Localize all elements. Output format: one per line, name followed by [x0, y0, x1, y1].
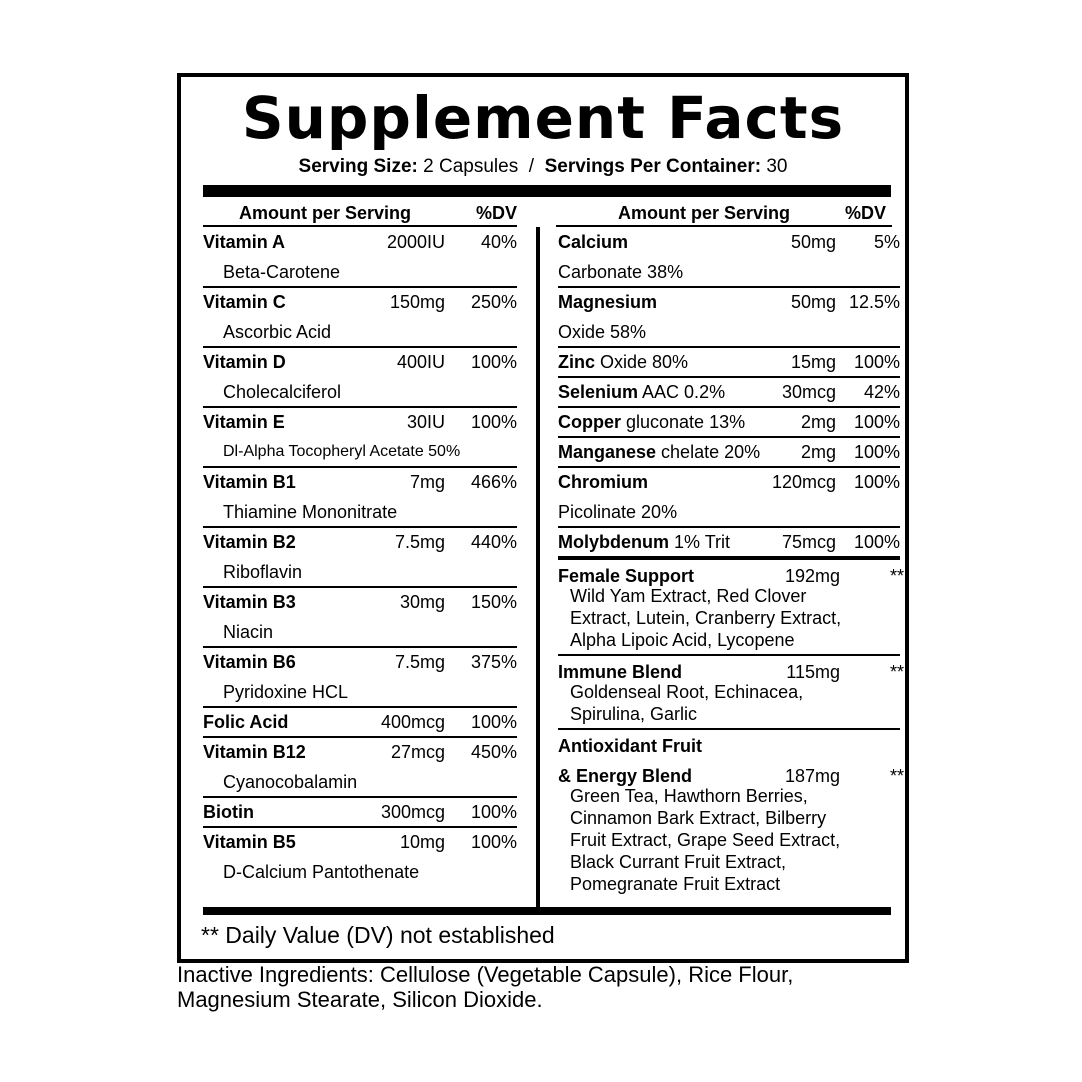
nutrient-row	[203, 737, 517, 767]
nutrient-dv: 375%	[470, 652, 517, 672]
nutrient-amount: 300mcg	[380, 802, 445, 822]
mineral-amount: 2mg	[800, 412, 836, 432]
nutrient-row	[203, 347, 517, 377]
nutrient-amount: 150mg	[389, 292, 445, 312]
mineral-name	[558, 347, 688, 377]
nutrient-row	[203, 227, 517, 257]
dv-header: %DV	[475, 203, 517, 223]
bottom-rule	[203, 907, 891, 915]
nutrient-row	[203, 527, 517, 557]
nutrient-row	[203, 407, 517, 437]
row-separator	[558, 728, 900, 730]
mineral-source-text: Carbonate 38%	[558, 262, 684, 282]
blend-name: Female Support	[558, 566, 695, 586]
nutrient-dv: 150%	[470, 592, 517, 612]
nutrient-source-text: Thiamine Mononitrate	[223, 502, 398, 522]
nutrient-source-text: D-Calcium Pantothenate	[223, 862, 420, 882]
mineral-dv: 100%	[853, 532, 900, 552]
mineral-row	[558, 347, 900, 377]
mineral-source	[558, 317, 646, 347]
mineral-name	[558, 527, 730, 557]
nutrient-amount: 7.5mg	[394, 652, 445, 672]
row-separator	[558, 654, 900, 656]
mineral-name-text: Copper	[558, 412, 621, 432]
nutrient-source-text: Riboflavin	[223, 562, 303, 582]
serving-info	[181, 155, 905, 179]
supplement-facts-panel	[177, 73, 909, 963]
blend-ingredient-line: Pomegranate Fruit Extract	[570, 874, 781, 894]
blend-ingredient-line: Green Tea, Hawthorn Berries,	[570, 786, 808, 806]
blend-ingredient-line: Cinnamon Bark Extract, Bilberry	[570, 808, 827, 828]
blend-amount: 192mg	[784, 566, 840, 586]
blend-ingredient-line: Spirulina, Garlic	[570, 704, 698, 724]
mineral-dv: 100%	[853, 472, 900, 492]
mineral-form: gluconate 13%	[621, 412, 746, 432]
nutrient-name: Folic Acid	[203, 712, 289, 732]
mineral-name-text: Magnesium	[558, 292, 658, 312]
nutrient-name: Vitamin C	[203, 292, 286, 312]
mineral-amount: 50mg	[790, 232, 836, 252]
mineral-amount: 75mcg	[781, 532, 836, 552]
mineral-row	[558, 527, 900, 557]
amount-header: Amount per Serving	[618, 203, 791, 223]
mineral-source-text: Picolinate 20%	[558, 502, 678, 522]
blend-ingredients	[570, 785, 840, 895]
row-separator	[558, 556, 900, 560]
blend-ingredients	[570, 681, 803, 725]
nutrient-source-text: Dl-Alpha Tocopheryl Acetate 50%	[223, 443, 461, 460]
blend-ingredient-line: Goldenseal Root, Echinacea,	[570, 682, 804, 702]
nutrient-amount: 10mg	[399, 832, 445, 852]
left-header	[203, 201, 517, 227]
blend-ingredient-line: Alpha Lipoic Acid, Lycopene	[570, 630, 795, 650]
nutrient-row	[203, 587, 517, 617]
nutrient-dv: 100%	[470, 412, 517, 432]
nutrient-row	[203, 467, 517, 497]
mineral-name	[558, 467, 648, 497]
nutrient-row	[203, 797, 517, 827]
mineral-form: Oxide 80%	[595, 352, 689, 372]
blend-ingredients	[570, 585, 841, 651]
mineral-name	[558, 377, 725, 407]
nutrient-amount: 7.5mg	[394, 532, 445, 552]
mineral-name	[558, 227, 628, 257]
mineral-dv: 42%	[863, 382, 900, 402]
nutrient-row	[203, 647, 517, 677]
inactive-line: Magnesium Stearate, Silicon Dioxide.	[177, 987, 543, 1012]
nutrient-name: Vitamin B1	[203, 472, 296, 492]
nutrient-dv: 100%	[470, 802, 517, 822]
nutrient-amount: 2000IU	[386, 232, 445, 252]
blend-name: Antioxidant Fruit	[558, 736, 702, 756]
mineral-dv: 100%	[853, 412, 900, 432]
mineral-row	[558, 287, 900, 317]
mineral-form: AAC 0.2%	[638, 382, 726, 402]
mineral-form: 1% Trit	[669, 532, 731, 552]
nutrient-amount: 30mg	[399, 592, 445, 612]
nutrient-source-text: Cholecalciferol	[223, 382, 342, 402]
nutrient-dv: 450%	[470, 742, 517, 762]
mineral-amount: 15mg	[790, 352, 836, 372]
mineral-source-text: Oxide 58%	[558, 322, 647, 342]
mineral-source	[558, 257, 683, 287]
blend-dv: **	[889, 766, 904, 786]
servings-per-container-value: 30	[761, 156, 788, 177]
panel-title: Supplement Facts	[241, 84, 845, 152]
mineral-amount: 30mcg	[781, 382, 836, 402]
mineral-row	[558, 437, 900, 467]
nutrient-source-text: Cyanocobalamin	[223, 772, 358, 792]
nutrient-dv: 40%	[480, 232, 517, 252]
mineral-name-text: Selenium	[558, 382, 639, 402]
mineral-name-text: Molybdenum	[558, 532, 669, 552]
nutrient-row	[203, 287, 517, 317]
nutrient-amount: 30IU	[406, 412, 445, 432]
inactive-ingredients	[177, 962, 917, 1012]
blend-ingredient-line: Extract, Lutein, Cranberry Extract,	[570, 608, 842, 628]
nutrient-name: Vitamin B12	[203, 742, 306, 762]
mineral-name-text: Chromium	[558, 472, 648, 492]
blend-name: Immune Blend	[558, 662, 683, 682]
nutrient-source-text: Niacin	[223, 622, 274, 642]
blend-dv: **	[889, 662, 904, 682]
blend-ingredient-line: Fruit Extract, Grape Seed Extract,	[570, 830, 841, 850]
mineral-row	[558, 407, 900, 437]
nutrient-name: Vitamin B5	[203, 832, 296, 852]
serving-size-value: 2 Capsules /	[417, 156, 545, 177]
mineral-amount: 2mg	[800, 442, 836, 462]
mineral-row	[558, 377, 900, 407]
nutrient-dv: 250%	[470, 292, 517, 312]
nutrient-row	[203, 707, 517, 737]
mineral-name-text: Calcium	[558, 232, 629, 252]
serving-size-label: Serving Size:	[298, 156, 418, 177]
blend-dv: **	[889, 566, 904, 586]
mineral-name	[558, 407, 745, 437]
mineral-name	[558, 437, 760, 467]
servings-per-container-label: Servings Per Container:	[544, 156, 762, 177]
nutrient-row	[203, 827, 517, 857]
nutrient-name: Biotin	[203, 802, 254, 822]
right-header	[556, 201, 892, 227]
blend-name: & Energy Blend	[558, 766, 693, 786]
mineral-name-text: Manganese	[558, 442, 657, 462]
nutrient-dv: 100%	[470, 352, 517, 372]
nutrient-dv: 100%	[470, 712, 517, 732]
nutrient-name: Vitamin A	[203, 232, 286, 252]
mineral-amount: 120mcg	[771, 472, 836, 492]
nutrient-dv: 466%	[470, 472, 517, 492]
nutrient-name: Vitamin B2	[203, 532, 296, 552]
nutrient-dv: 100%	[470, 832, 517, 852]
top-rule	[203, 185, 891, 197]
mineral-dv: 5%	[873, 232, 900, 252]
mineral-row	[558, 227, 900, 257]
blend-ingredient-line: Wild Yam Extract, Red Clover	[570, 586, 807, 606]
mineral-name	[558, 287, 657, 317]
nutrient-amount: 400mcg	[380, 712, 445, 732]
blend-ingredient-line: Black Currant Fruit Extract,	[570, 852, 787, 872]
nutrient-amount: 7mg	[409, 472, 445, 492]
nutrient-amount: 400IU	[396, 352, 445, 372]
mineral-name-text: Zinc	[558, 352, 596, 372]
mineral-dv: 100%	[853, 442, 900, 462]
nutrient-source-text: Ascorbic Acid	[223, 322, 332, 342]
nutrient-name: Vitamin E	[203, 412, 285, 432]
mineral-dv: 100%	[853, 352, 900, 372]
nutrient-name: Vitamin B6	[203, 652, 296, 672]
footnote: ** Daily Value (DV) not established	[201, 922, 555, 948]
column-divider	[536, 227, 540, 909]
mineral-dv: 12.5%	[848, 292, 900, 312]
blend-amount: 187mg	[784, 766, 840, 786]
nutrient-name: Vitamin D	[203, 352, 286, 372]
inactive-line: Inactive Ingredients: Cellulose (Vegetable Capsule), Rice Flour,	[177, 962, 794, 987]
nutrient-source-text: Pyridoxine HCL	[223, 682, 349, 702]
nutrient-name: Vitamin B3	[203, 592, 296, 612]
dv-header: %DV	[844, 203, 886, 223]
nutrient-source-text: Beta-Carotene	[223, 262, 341, 282]
mineral-row	[558, 467, 900, 497]
blend-amount: 115mg	[786, 662, 840, 682]
amount-header: Amount per Serving	[239, 203, 412, 223]
mineral-form: chelate 20%	[656, 442, 761, 462]
mineral-amount: 50mg	[790, 292, 836, 312]
mineral-source	[558, 497, 677, 527]
nutrient-dv: 440%	[470, 532, 517, 552]
nutrient-amount: 27mcg	[390, 742, 445, 762]
